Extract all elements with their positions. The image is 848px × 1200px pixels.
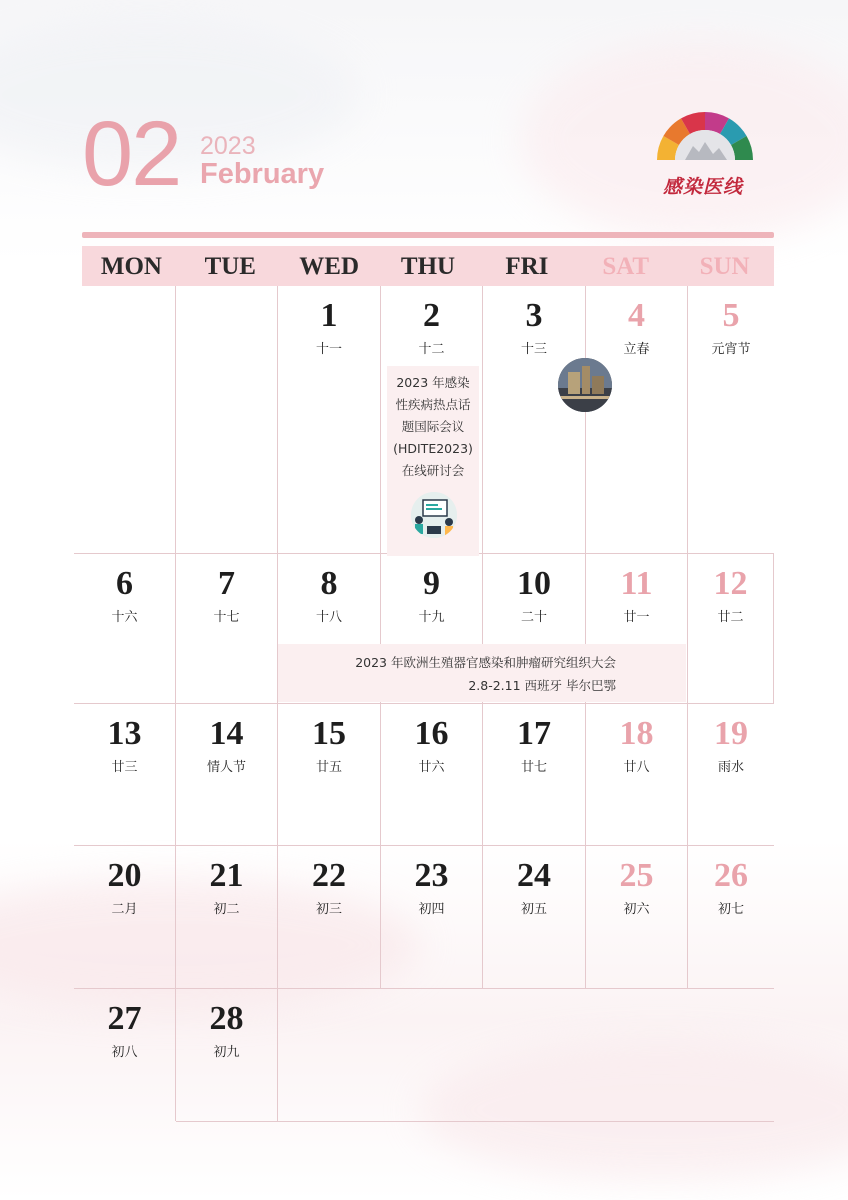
- calendar-week: [74, 846, 774, 989]
- day-cell[interactable]: [74, 704, 176, 846]
- calendar-week: [74, 286, 774, 554]
- day-number: 9: [423, 565, 440, 602]
- weekday-wed: WED: [299, 253, 360, 280]
- day-cell[interactable]: [586, 846, 688, 989]
- day-number: 2: [423, 297, 440, 334]
- calendar-week: [74, 989, 774, 1121]
- lunar-date: 十八: [315, 610, 342, 625]
- weekday-fri: FRI: [505, 253, 549, 280]
- header-divider: [82, 232, 774, 238]
- day-number: 22: [312, 857, 346, 894]
- day-cell[interactable]: [74, 989, 176, 1121]
- lunar-date: 二十: [520, 610, 547, 625]
- lunar-date: 廿二: [717, 610, 744, 625]
- weekday-thu: THU: [400, 253, 456, 280]
- logo-arc-icon: [655, 108, 765, 178]
- day-number: 15: [312, 715, 346, 752]
- lunar-date: 初七: [717, 902, 744, 917]
- lunar-date: 情人节: [206, 760, 246, 775]
- lunar-date: 元宵节: [711, 342, 751, 357]
- day-cell[interactable]: [483, 704, 586, 846]
- day-number: 18: [619, 715, 654, 752]
- weekday-mon: MON: [100, 253, 162, 280]
- year-label: 2023: [200, 132, 256, 160]
- day-number: 1: [320, 297, 338, 334]
- day-number: 20: [107, 857, 142, 894]
- calendar-week: [74, 554, 774, 704]
- empty-day-cell: [74, 286, 176, 554]
- lunar-date: 十七: [213, 610, 240, 625]
- day-number: 23: [414, 857, 449, 894]
- lunar-date: 二月: [111, 902, 138, 917]
- day-number: 6: [116, 565, 133, 602]
- day-cell[interactable]: [381, 286, 483, 554]
- logo-text: 感染医线: [663, 176, 744, 198]
- day-cell[interactable]: [586, 286, 688, 554]
- day-number: 14: [209, 715, 244, 752]
- lunar-date: 十二: [418, 342, 445, 357]
- day-cell[interactable]: [586, 704, 688, 846]
- day-number: 10: [517, 565, 551, 602]
- lunar-date: 初二: [213, 902, 240, 917]
- month-number: 02: [82, 103, 181, 205]
- day-number: 7: [218, 565, 235, 602]
- bilbao-photo-icon: [558, 358, 612, 412]
- day-number: 3: [525, 297, 543, 334]
- day-number: 5: [722, 297, 740, 334]
- day-cell[interactable]: [278, 286, 381, 554]
- lunar-date: 初八: [111, 1045, 138, 1060]
- day-number: 8: [320, 565, 338, 602]
- day-cell[interactable]: [688, 286, 774, 554]
- day-number: 26: [714, 857, 748, 894]
- event-europe-congress[interactable]: [278, 644, 686, 702]
- lunar-date: 初九: [213, 1045, 240, 1060]
- day-number: 19: [714, 715, 748, 752]
- day-cell[interactable]: [176, 846, 278, 989]
- day-cell[interactable]: [688, 846, 774, 989]
- event-line: 题国际会议: [401, 419, 465, 434]
- brand-logo: [655, 108, 765, 198]
- day-cell[interactable]: [381, 704, 483, 846]
- day-cell[interactable]: [381, 846, 483, 989]
- day-number: 11: [620, 565, 653, 602]
- event-hdite2023[interactable]: [387, 366, 479, 556]
- weekday-tue: TUE: [204, 253, 256, 280]
- day-number: 13: [107, 715, 142, 752]
- lunar-date: 廿一: [623, 610, 650, 625]
- event-europe-title: 2023 年欧洲生殖器官感染和肿瘤研究组织大会: [355, 655, 616, 670]
- lunar-date: 雨水: [717, 760, 744, 775]
- day-cell[interactable]: [688, 554, 774, 704]
- event-europe-date-location: 2.8-2.11 西班牙 毕尔巴鄂: [468, 678, 616, 693]
- day-number: 17: [517, 715, 551, 752]
- lunar-date: 十一: [315, 342, 342, 357]
- day-number: 28: [209, 1000, 244, 1037]
- lunar-date: 立春: [623, 342, 650, 357]
- calendar-week: [74, 704, 774, 846]
- event-hdite-text: [387, 366, 479, 482]
- day-cell[interactable]: [483, 286, 586, 554]
- lunar-date: 十六: [111, 610, 138, 625]
- month-name: February: [200, 158, 325, 190]
- day-cell[interactable]: [688, 704, 774, 846]
- day-cell[interactable]: [278, 704, 381, 846]
- lunar-date: 廿六: [418, 760, 445, 775]
- day-number: 4: [628, 297, 645, 334]
- day-cell[interactable]: [74, 554, 176, 704]
- event-line: 在线研讨会: [401, 463, 465, 478]
- lunar-date: 廿七: [520, 760, 547, 775]
- lunar-date: 初五: [520, 902, 547, 917]
- lunar-date: 廿五: [315, 760, 342, 775]
- day-cell[interactable]: [278, 846, 381, 989]
- weekday-sun: SUN: [699, 253, 750, 280]
- day-number: 27: [107, 1000, 142, 1037]
- day-number: 25: [619, 857, 654, 894]
- lunar-date: 廿三: [111, 760, 138, 775]
- day-cell[interactable]: [176, 554, 278, 704]
- event-line: (HDITE2023): [393, 441, 473, 456]
- day-number: 12: [713, 565, 748, 602]
- day-cell[interactable]: [74, 846, 176, 989]
- lunar-date: 初六: [623, 902, 650, 917]
- lunar-date: 初四: [418, 902, 445, 917]
- day-number: 16: [414, 715, 449, 752]
- lunar-date: 十三: [520, 342, 547, 357]
- day-number: 24: [517, 857, 551, 894]
- day-cell[interactable]: [483, 846, 586, 989]
- grid-bottom-rule: [176, 1121, 774, 1122]
- webinar-illustration-icon: [411, 492, 457, 538]
- lunar-date: 初三: [315, 902, 342, 917]
- calendar-grid: [74, 286, 774, 1121]
- lunar-date: 十九: [418, 610, 445, 625]
- empty-day-cell: [176, 286, 278, 554]
- weekday-header: [82, 246, 774, 286]
- day-cell[interactable]: [176, 989, 278, 1121]
- day-cell[interactable]: [176, 704, 278, 846]
- lunar-date: 廿八: [623, 760, 650, 775]
- day-number: 21: [209, 857, 244, 894]
- event-line: 性疾病热点话: [395, 397, 471, 412]
- event-line: 2023 年感染: [396, 375, 470, 390]
- empty-day-cell: [278, 989, 774, 1121]
- weekday-sat: SAT: [602, 253, 650, 280]
